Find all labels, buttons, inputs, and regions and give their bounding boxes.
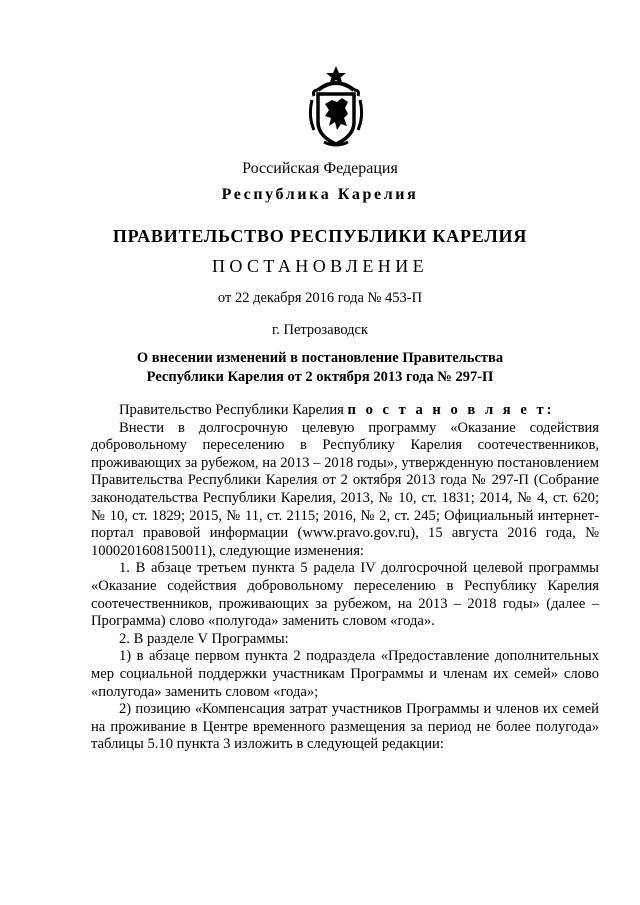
- document-body: [91, 402, 599, 754]
- document-city: г. Петрозаводск: [271, 322, 369, 338]
- paragraph-item-2: 2. В разделе V Программы:: [119, 630, 289, 647]
- country-name: Российская Федерация: [242, 160, 398, 177]
- document-subject: [0, 349, 640, 386]
- paragraph-subitem-2: 2) позицию «Компенсация затрат участников Программы и членов их семей на проживание в Центре временного размещения за период не более полугода» таблицы 5.10 пункта 3 изложить в следующей редакции:: [91, 701, 599, 753]
- republic-name: Республика Карелия: [221, 186, 419, 203]
- decree-intro: [91, 402, 599, 420]
- paragraph-item-1: 1. В абзаце третьем пункта 5 радела IV долгосрочной целевой программы «Оказание содействия добровольному переселению в Республику Карелия соотечественников, проживающих за рубежом, на 2013 – 2018 годы» (далее – Программа) слово «полугода» заменить словом «года».: [91, 560, 599, 630]
- subject-line-1: О внесении изменений в постановление Правительства: [136, 350, 504, 366]
- decree-keyword: п о с т а н о в л я е т:: [347, 402, 555, 418]
- coat-of-arms-icon: [304, 64, 368, 148]
- decree-intro-text: Правительство Республики Карелия: [119, 402, 348, 418]
- paragraph-main: Внести в долгосрочную целевую программу «Оказание содействия добровольному переселению в Республику Карелия соотечественников, проживающих за рубежом, на 2013 – 2018 годы», утвержденную постановлением Правительства Республики Карелия от 2 октября 2013 года № 297-П (Собрание законодательства Республики Карелия, 2013, № 10, ст. 1831; 2014, № 4, ст. 620; № 10, ст. 1829; 2015, № 11, ст. 2115; 2016, № 2, ст. 245; Официальный интернет-портал правовой информации (www.pravo.gov.ru), 15 августа 2016 года, № 1000201608150011), следующие изменения:: [91, 419, 599, 559]
- document-date-number: от 22 декабря 2016 года № 453-П: [217, 290, 423, 306]
- paragraph-subitem-1: 1) в абзаце первом пункта 2 подраздела «Предоставление дополнительных мер социальной поддержки участникам Программы и членам их семей» слово «полугода» заменить словом «года»;: [91, 648, 599, 700]
- government-title: ПРАВИТЕЛЬСТВО РЕСПУБЛИКИ КАРЕЛИЯ: [112, 226, 528, 246]
- document-type: ПОСТАНОВЛЕНИЕ: [211, 256, 429, 276]
- subject-line-2: Республики Карелия от 2 октября 2013 года № 297-П: [146, 368, 494, 385]
